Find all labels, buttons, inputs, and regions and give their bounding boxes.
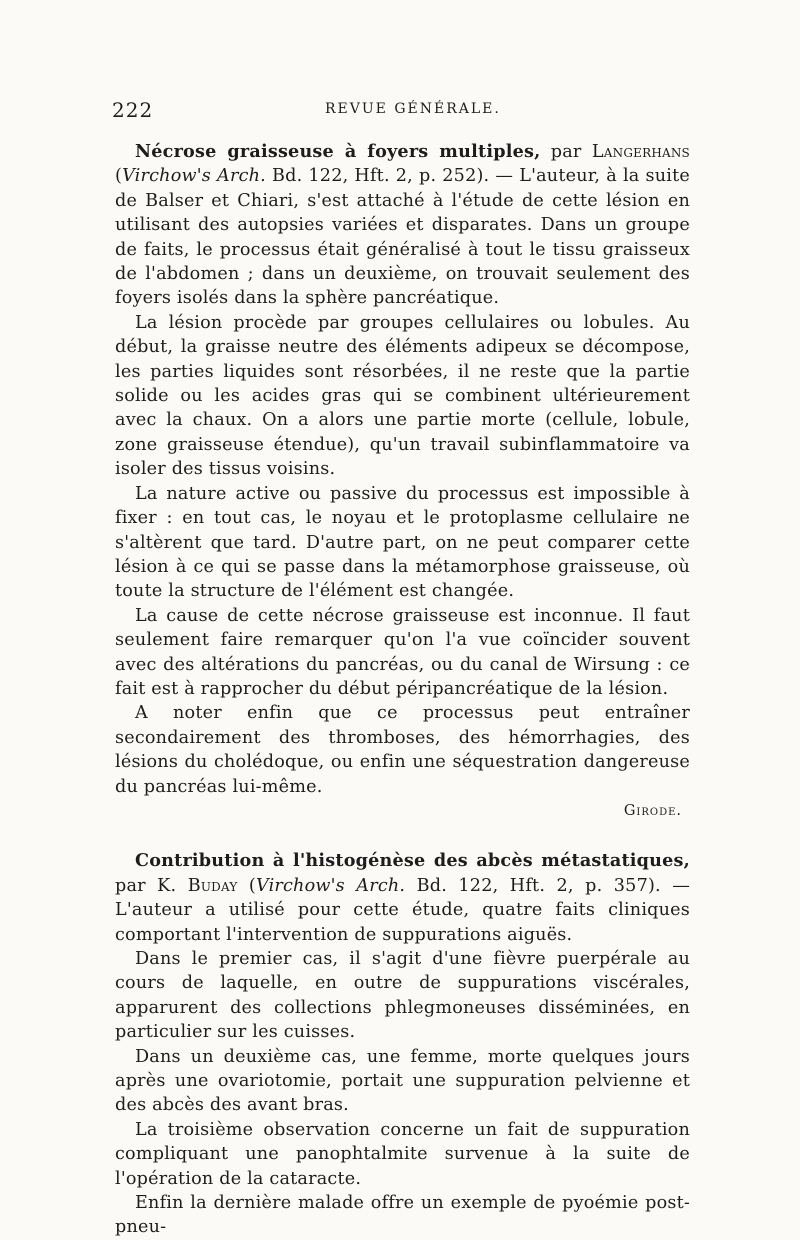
body-text <box>115 140 690 1240</box>
article1-paragraph-3: La nature active ou passive du processus est impossible à fixer : en tout cas, le noyau et le protoplasme cellulaire ne s'altèrent que tard. D'autre part, on ne peut comparer cette lésion à ce qui se passe dans la métamorphose graisseuse, où toute la structure de l'élément est changée. <box>115 483 690 602</box>
article1-journal: Virchow's Arch. <box>122 166 266 187</box>
article1-paragraph-2: La lésion procède par groupes cellulaires ou lobules. Au début, la graisse neutre des éléments adipeux se décompose, les parties liquides sont résorbées, il ne reste que la partie solide ou les acides gras qui se combinent ultérieurement avec la chaux. On a alors une partie morte (cellule, lobule, zone graisseuse étendue), qu'un travail subinflammatoire va isoler des tissus voisins. <box>115 312 690 480</box>
article2-reference: Bd. 122, Hft. 2, p. 357). — L'auteur a utilisé pour cette étude, quatre faits cliniques comportant l'intervention de suppurations aiguës. <box>115 875 691 945</box>
article1-title: Nécrose graisseuse à foyers multiples, <box>135 141 541 162</box>
article2-paragraph-5: Enfin la dernière malade offre un exemple de pyoémie post-pneu- <box>115 1193 690 1238</box>
article2-journal: Virchow's Arch. <box>255 875 406 896</box>
article2-paragraph-4: La troisième observation concerne un fait de suppuration compliquant une panophtalmite survenue à la suite de l'opération de la cataracte. <box>115 1119 690 1189</box>
article1-paragraph-5: A noter enfin que ce processus peut entraîner secondairement des thromboses, des hémorrhagies, des lésions du cholédoque, ou enfin une séquestration dangereuse du pancréas lui-même. <box>115 703 690 797</box>
article2-ref-open: ( <box>237 875 256 896</box>
section-gap <box>115 823 690 849</box>
running-title: REVUE GÉNÉRALE. <box>325 101 501 117</box>
article1-by: par <box>540 142 592 162</box>
article2-paragraph-2: Dans le premier cas, il s'agit d'une fièvre puerpérale au cours de laquelle, en outre de suppurations viscérales, apparurent des collections phlegmoneuses disséminées, en particulier sur les cuisses. <box>115 949 690 1043</box>
article1-reference: Bd. 122, Hft. 2, p. 252). — L'auteur, à la suite de Balser et Chiari, s'est attaché à l'étude de cette lésion en utilisant des autopsies variées et disparates. Dans un groupe de faits, le processus était généralisé à tout le tissu graisseux de l'abdomen ; dans un deuxième, on trouvait seulement des foyers isolés dans la sphère pancréatique. <box>115 166 690 309</box>
article1-ref-open: ( <box>115 166 123 187</box>
article2-paragraph-1 <box>115 849 690 947</box>
page-number: 222 <box>112 98 154 122</box>
article1-paragraph-4: La cause de cette nécrose graisseuse est inconnue. Il faut seulement faire remarquer qu'on l'a vue coïncider souvent avec des altérations du pancréas, ou du canal de Wirsung : ce fait est à rapprocher du début péripancréatique de la lésion. <box>115 605 690 699</box>
article1-signature: Girode. <box>623 802 682 819</box>
page-header <box>110 98 690 122</box>
article2-title: Contribution à l'histogénèse des abcès métastatiques, <box>135 850 690 872</box>
article2-paragraph-3: Dans un deuxième cas, une femme, morte quelques jours après une ovariotomie, portait une suppuration pelvienne et des abcès des avant bras. <box>115 1046 690 1116</box>
article1-author: Langerhans <box>591 142 690 162</box>
article2-by: par K. <box>115 875 188 896</box>
article1-paragraph-1 <box>115 140 690 311</box>
article2-author: Buday <box>187 875 238 896</box>
